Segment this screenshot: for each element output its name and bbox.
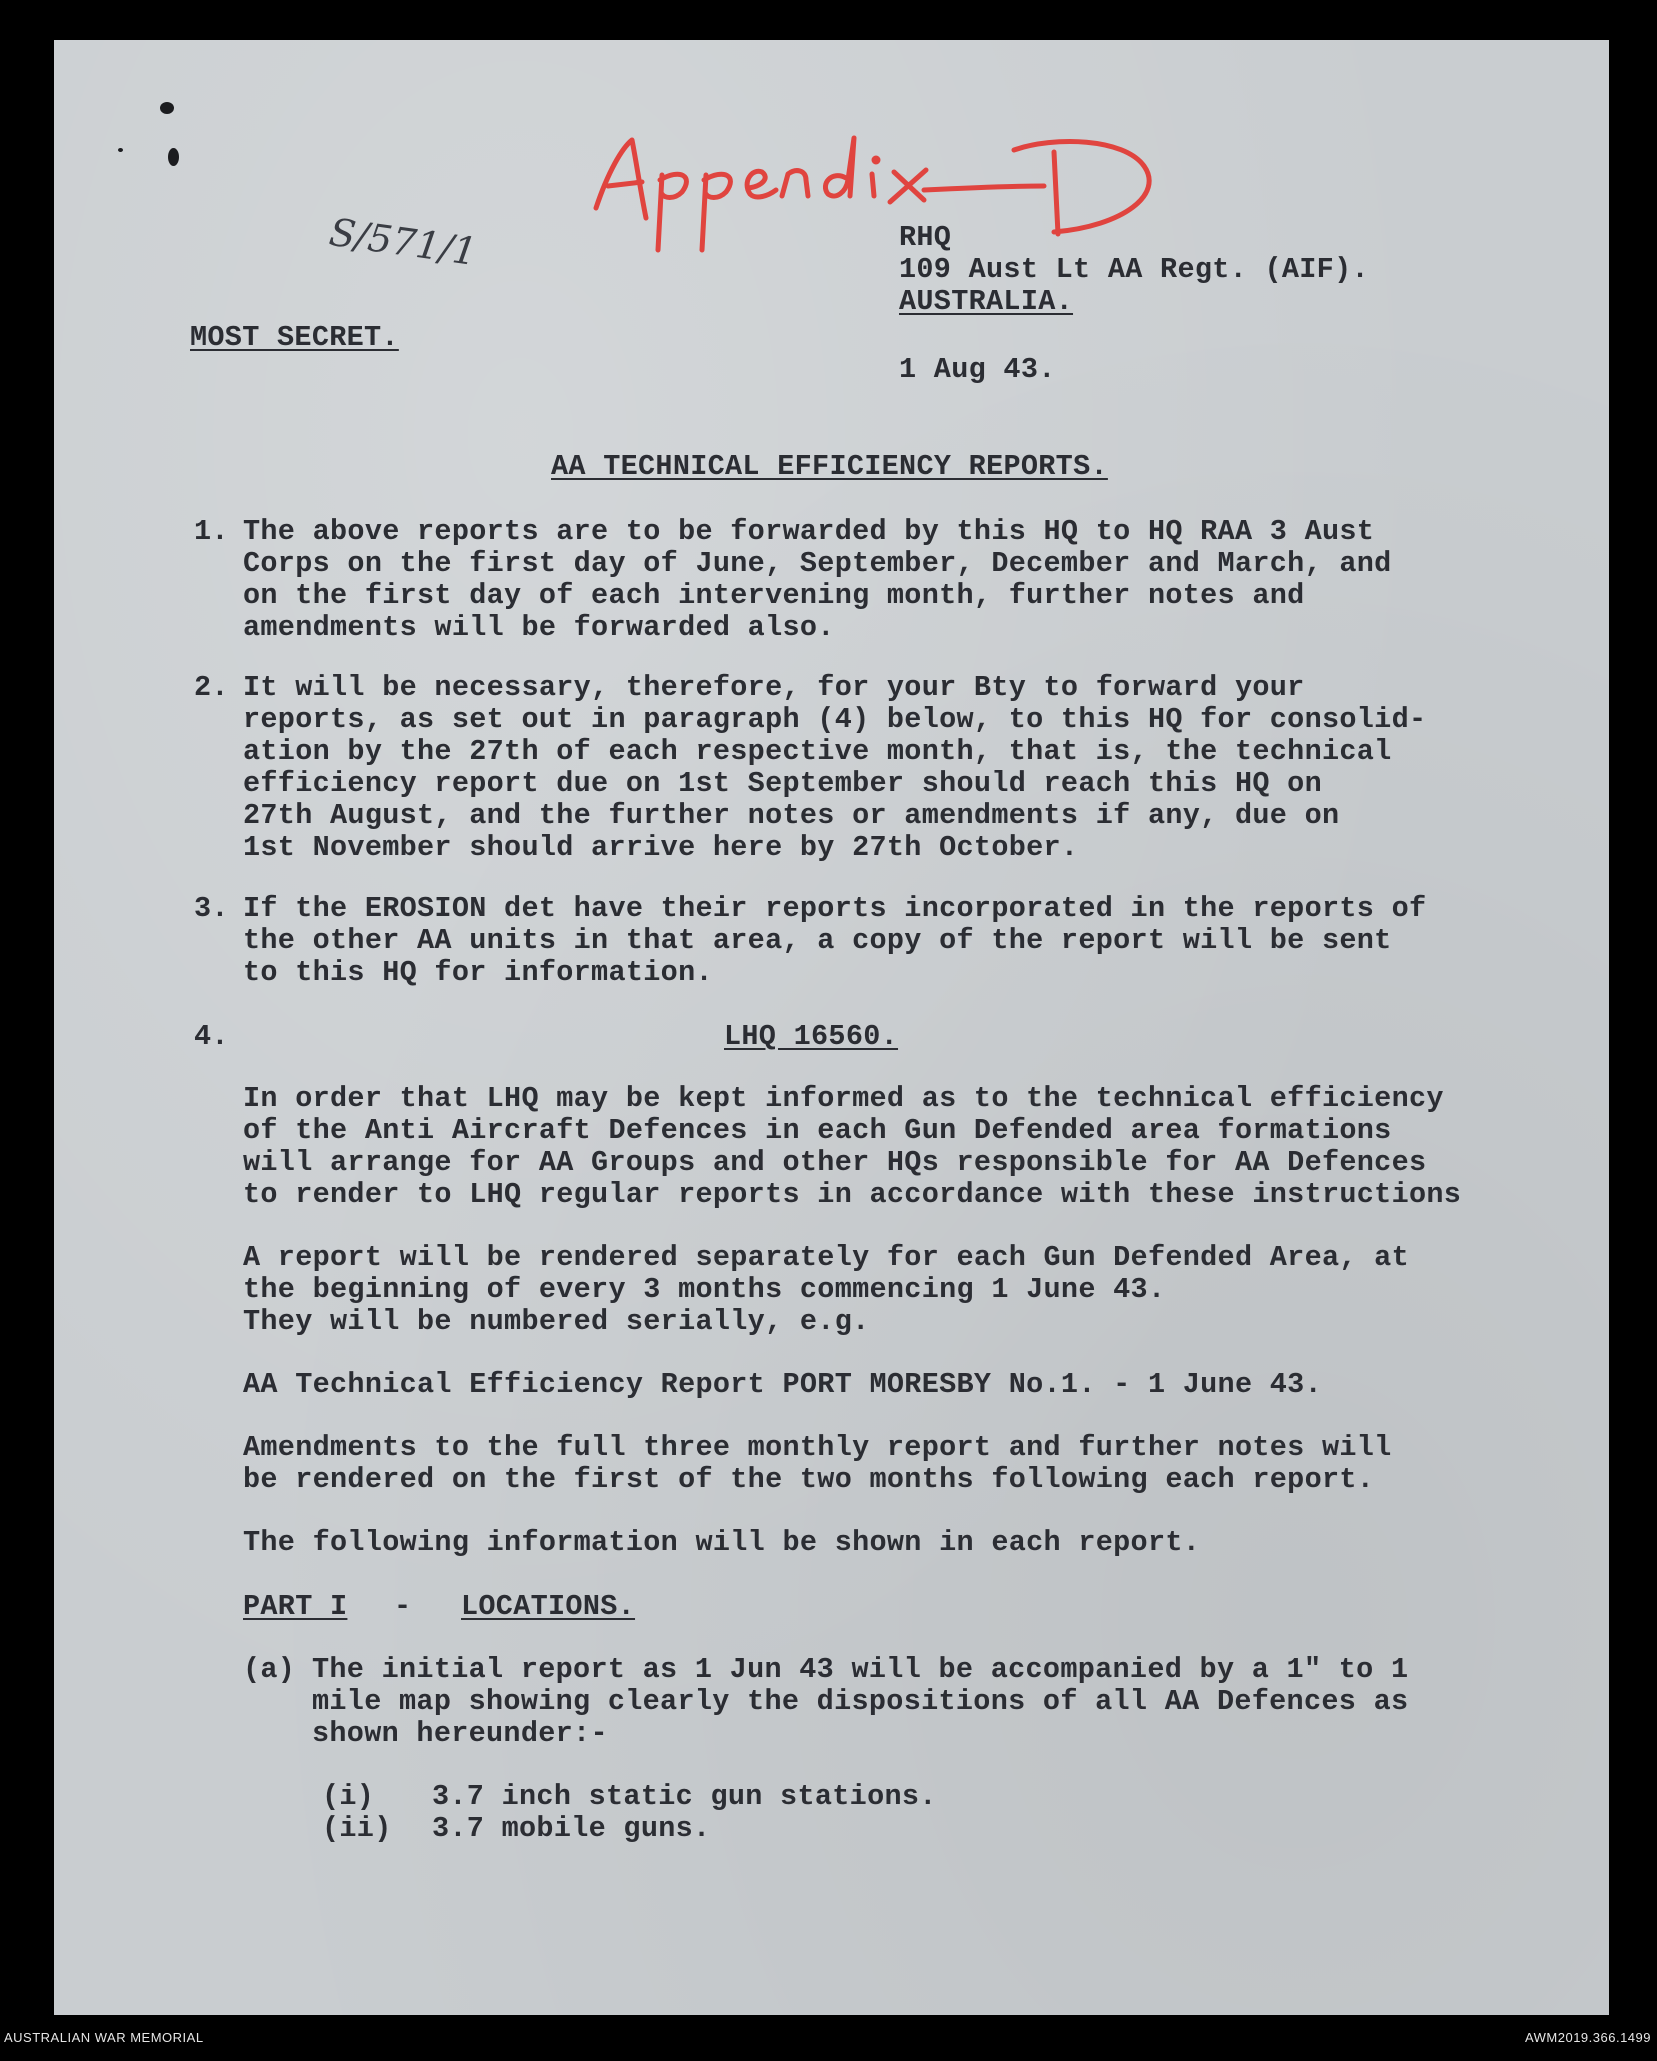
item-a-line: The initial report as 1 Jun 43 will be accompanied by a 1" to 1 [312, 1653, 1409, 1686]
para-4-line: Amendments to the full three monthly report and further notes will [243, 1431, 1392, 1464]
classification: MOST SECRET. [190, 321, 399, 354]
para-2-line: reports, as set out in paragraph (4) below, to this HQ for consolid- [243, 703, 1427, 736]
para-3-line: to this HQ for information. [243, 956, 713, 989]
footer-accession: AWM2019.366.1499 [1524, 2030, 1651, 2045]
para-2-line: It will be necessary, therefore, for your Bty to forward your [243, 671, 1305, 704]
document-page [54, 40, 1609, 2015]
para-2-line: efficiency report due on 1st September should reach this HQ on [243, 767, 1322, 800]
para-2-line: 27th August, and the further notes or amendments if any, due on [243, 799, 1340, 832]
para-3-line: If the EROSION det have their reports incorporated in the reports of [243, 892, 1427, 925]
sub-item-label: (i) [322, 1780, 375, 1813]
para-3-number: 3. [194, 892, 229, 925]
sender-regiment: 109 Aust Lt AA Regt. (AIF). [899, 253, 1369, 286]
para-1-number: 1. [194, 515, 229, 548]
sub-item-text: 3.7 mobile guns. [432, 1812, 711, 1845]
part-label: PART I [243, 1590, 348, 1623]
para-4-line: The following information will be shown in each report. [243, 1526, 1201, 1559]
para-4-line: will arrange for AA Groups and other HQs responsible for AA Defences [243, 1146, 1427, 1179]
file-reference: S/571/1 [326, 209, 480, 275]
para-4-line: In order that LHQ may be kept informed as to the technical efficiency [243, 1082, 1444, 1115]
part-dash: - [394, 1590, 412, 1623]
para-2-line: ation by the 27th of each respective month, that is, the technical [243, 735, 1392, 768]
sender-country: AUSTRALIA. [899, 285, 1074, 318]
para-1-line: Corps on the first day of June, September, December and March, and [243, 547, 1392, 580]
part-title: LOCATIONS. [461, 1590, 636, 1623]
para-4-line: of the Anti Aircraft Defences in each Gun Defended area formations [243, 1114, 1392, 1147]
punch-hole [118, 148, 123, 152]
sub-item-text: 3.7 inch static gun stations. [432, 1780, 937, 1813]
para-1-line: amendments will be forwarded also. [243, 611, 835, 644]
para-4-line: the beginning of every 3 months commencing 1 June 43. [243, 1273, 1166, 1306]
para-4-line: be rendered on the first of the two months following each report. [243, 1463, 1375, 1496]
item-a-line: mile map showing clearly the dispositions of all AA Defences as [312, 1685, 1409, 1718]
sub-item-label: (ii) [322, 1812, 392, 1845]
date: 1 Aug 43. [899, 353, 1056, 386]
report-example: AA Technical Efficiency Report PORT MORESBY No.1. - 1 June 43. [243, 1368, 1322, 1401]
para-4-line: to render to LHQ regular reports in accordance with these instructions [243, 1178, 1462, 1211]
para-2-line: 1st November should arrive here by 27th October. [243, 831, 1079, 864]
para-4-heading: LHQ 16560. [724, 1020, 899, 1053]
item-a-line: shown hereunder:- [312, 1717, 608, 1750]
punch-hole [168, 148, 179, 166]
para-1-line: on the first day of each intervening month, further notes and [243, 579, 1305, 612]
para-3-line: the other AA units in that area, a copy of the report will be sent [243, 924, 1392, 957]
punch-hole [160, 102, 174, 114]
sender-unit: RHQ [899, 221, 952, 254]
para-1-line: The above reports are to be forwarded by this HQ to HQ RAA 3 Aust [243, 515, 1375, 548]
para-2-number: 2. [194, 671, 229, 704]
para-4-line: A report will be rendered separately for each Gun Defended Area, at [243, 1241, 1409, 1274]
footer-institution: AUSTRALIAN WAR MEMORIAL [4, 2030, 204, 2045]
para-4-line: They will be numbered serially, e.g. [243, 1305, 870, 1338]
para-4-number: 4. [194, 1020, 229, 1053]
document-title: AA TECHNICAL EFFICIENCY REPORTS. [551, 450, 1108, 483]
item-a-label: (a) [243, 1653, 296, 1686]
